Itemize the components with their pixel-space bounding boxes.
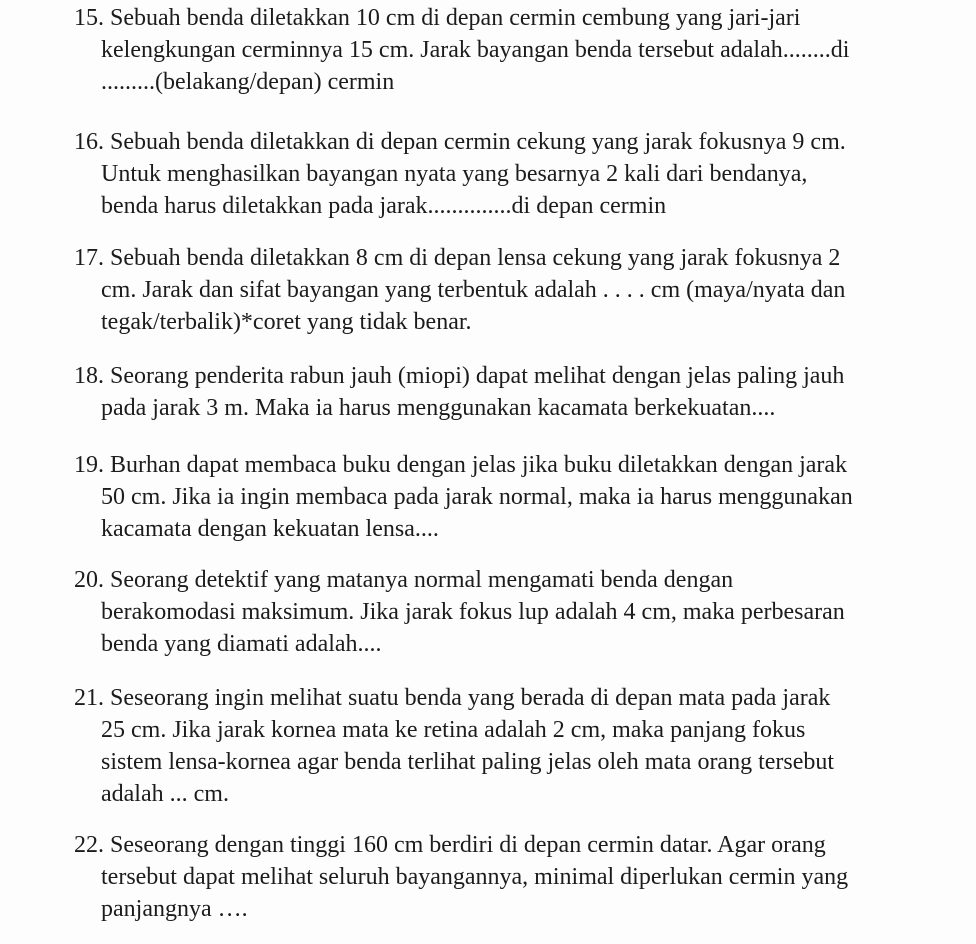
question-line: benda yang diamati adalah....: [101, 631, 382, 657]
question-number: 18.: [74, 363, 104, 389]
question-line: benda harus diletakkan pada jarak..............di depan cermin: [101, 193, 667, 219]
question-number: 20.: [74, 567, 104, 593]
question-line: [0, 2, 960, 34]
question-line: sistem lensa-kornea agar benda terlihat paling jelas oleh mata orang tersebut: [101, 749, 835, 775]
question-line: tersebut dapat melihat seluruh bayangannya, minimal diperlukan cermin yang: [101, 864, 849, 890]
question-16: [0, 126, 960, 222]
question-line: pada jarak 3 m. Maka ia harus menggunakan kacamata berkekuatan....: [101, 395, 776, 421]
question-22: [0, 829, 960, 925]
question-line: 25 cm. Jika jarak kornea mata ke retina adalah 2 cm, maka panjang fokus: [101, 717, 806, 743]
question-number: 22.: [74, 832, 104, 858]
question-line: cm. Jarak dan sifat bayangan yang terbentuk adalah . . . . cm (maya/nyata dan: [101, 277, 846, 303]
question-text: Sebuah benda diletakkan 10 cm di depan cermin cembung yang jari-jari: [110, 5, 801, 31]
question-line: adalah ... cm.: [101, 781, 229, 807]
question-line: berakomodasi maksimum. Jika jarak fokus lup adalah 4 cm, maka perbesaran: [101, 599, 845, 625]
question-line: [0, 682, 960, 714]
question-text: Sebuah benda diletakkan di depan cermin cekung yang jarak fokusnya 9 cm.: [110, 129, 846, 155]
question-18: [0, 360, 960, 424]
question-17: [0, 242, 960, 338]
question-15: [0, 2, 960, 98]
question-number: 17.: [74, 245, 104, 271]
question-text: Seorang detektif yang matanya normal mengamati benda dengan: [110, 567, 734, 593]
question-line: Untuk menghasilkan bayangan nyata yang besarnya 2 kali dari bendanya,: [101, 161, 808, 187]
question-19: [0, 449, 960, 545]
question-20: [0, 564, 960, 660]
question-number: 21.: [74, 685, 104, 711]
question-line: [0, 242, 960, 274]
question-text: Seseorang ingin melihat suatu benda yang berada di depan mata pada jarak: [110, 685, 831, 711]
question-line: tegak/terbalik)*coret yang tidak benar.: [101, 309, 472, 335]
question-line: [0, 449, 960, 481]
question-text: Burhan dapat membaca buku dengan jelas jika buku diletakkan dengan jarak: [110, 452, 848, 478]
question-line: [0, 564, 960, 596]
question-line: [0, 829, 960, 861]
question-line: [0, 126, 960, 158]
question-text: Seorang penderita rabun jauh (miopi) dapat melihat dengan jelas paling jauh: [110, 363, 845, 389]
question-line: [0, 360, 960, 392]
question-number: 19.: [74, 452, 104, 478]
question-number: 16.: [74, 129, 104, 155]
question-line: kelengkungan cerminnya 15 cm. Jarak bayangan benda tersebut adalah........di: [101, 37, 850, 63]
question-number: 15.: [74, 5, 104, 31]
question-line: .........(belakang/depan) cermin: [101, 69, 395, 95]
question-line: 50 cm. Jika ia ingin membaca pada jarak normal, maka ia harus menggunakan: [101, 484, 853, 510]
question-line: kacamata dengan kekuatan lensa....: [101, 516, 439, 542]
question-21: [0, 682, 960, 810]
question-text: Sebuah benda diletakkan 8 cm di depan lensa cekung yang jarak fokusnya 2: [110, 245, 841, 271]
question-line: panjangnya ….: [101, 896, 248, 922]
question-text: Seseorang dengan tinggi 160 cm berdiri di depan cermin datar. Agar orang: [110, 832, 826, 858]
